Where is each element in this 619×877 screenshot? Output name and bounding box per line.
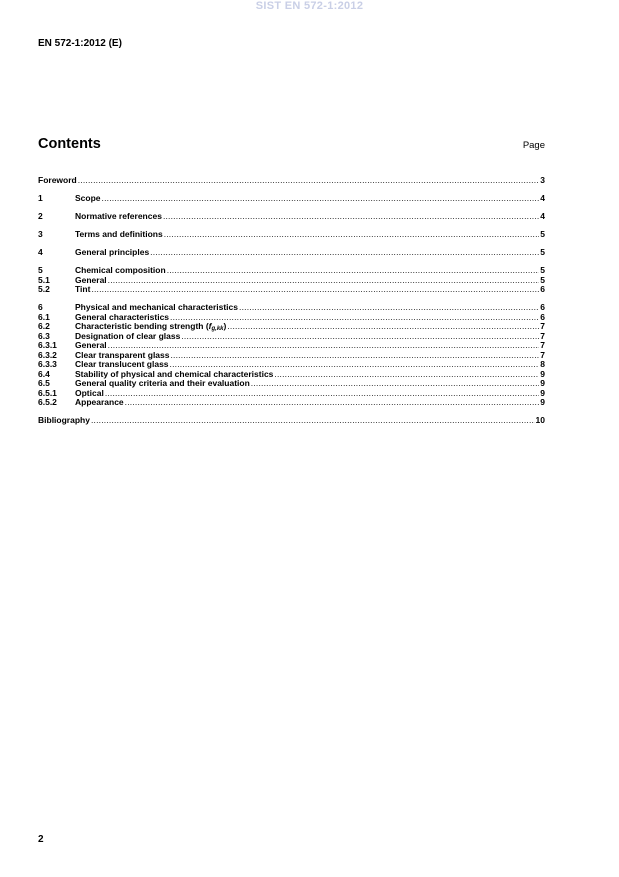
toc-page: 5 — [540, 265, 545, 275]
toc-page: 10 — [535, 415, 545, 425]
leader-dots — [102, 194, 540, 204]
toc-title: Clear transparent glass — [75, 349, 170, 360]
toc-title: Foreword — [38, 175, 77, 185]
leader-dots — [251, 379, 539, 389]
toc-number: 6 — [38, 302, 43, 312]
leader-dots — [170, 351, 539, 361]
toc-title: Bibliography — [38, 415, 90, 425]
toc-title: Tint — [75, 284, 91, 294]
toc-title: Scope — [75, 193, 101, 203]
toc-title: Terms and definitions — [75, 229, 163, 239]
toc-title: General characteristics — [75, 311, 170, 322]
leader-dots — [108, 276, 540, 286]
toc-page: 3 — [540, 175, 545, 185]
toc-entry-designation-clear-glass[interactable] — [38, 332, 545, 342]
toc-number: 6.4 — [38, 368, 50, 379]
leader-dots — [227, 322, 539, 332]
leader-dots — [163, 212, 539, 222]
table-of-contents — [38, 176, 545, 426]
leader-dots — [125, 398, 540, 408]
toc-title: Stability of physical and chemical characteristics — [75, 368, 274, 379]
toc-number: 6.3.3 — [38, 359, 57, 369]
toc-page: 5 — [540, 247, 545, 257]
symbol-f: f — [208, 321, 212, 331]
toc-title: General quality criteria and their evaluation — [75, 378, 250, 388]
leader-dots — [167, 266, 540, 276]
toc-number: 6.5.2 — [38, 397, 57, 407]
toc-number: 6.3.2 — [38, 349, 57, 360]
toc-number: 5.1 — [38, 274, 50, 285]
toc-page: 7 — [540, 340, 545, 350]
leader-dots — [91, 416, 535, 426]
toc-title: Normative references — [75, 211, 162, 221]
toc-title: Chemical composition — [75, 265, 166, 275]
toc-page: 4 — [540, 211, 545, 221]
toc-number: 1 — [38, 193, 43, 203]
page-column-label: Page — [522, 140, 545, 151]
toc-page: 6 — [540, 302, 545, 312]
toc-page: 9 — [540, 387, 545, 398]
toc-number: 6.1 — [38, 311, 50, 322]
watermark: SIST EN 572-1:2012 — [255, 0, 364, 12]
leader-dots — [91, 285, 539, 295]
toc-page: 7 — [540, 321, 545, 331]
toc-title: Optical — [75, 387, 104, 398]
toc-number: 5.2 — [38, 284, 50, 294]
leader-dots — [181, 332, 539, 342]
toc-number: 6.5.1 — [38, 387, 57, 398]
toc-entry-foreword[interactable] — [38, 176, 545, 186]
toc-title: Physical and mechanical characteristics — [75, 302, 239, 312]
toc-number: 6.2 — [38, 321, 50, 331]
leader-dots — [108, 341, 540, 351]
leader-dots — [78, 176, 540, 186]
toc-entry-normative-references[interactable] — [38, 212, 545, 222]
toc-page: 9 — [540, 368, 545, 379]
toc-number: 6.5 — [38, 378, 50, 388]
toc-number: 5 — [38, 265, 43, 275]
toc-page: 5 — [540, 274, 545, 285]
toc-number: 4 — [38, 247, 43, 257]
leader-dots — [150, 248, 539, 258]
toc-title: General principles — [75, 247, 150, 257]
toc-page: 6 — [540, 284, 545, 294]
toc-page: 9 — [540, 378, 545, 388]
toc-page: 6 — [540, 311, 545, 322]
toc-title: Appearance — [75, 397, 124, 407]
toc-page: 7 — [540, 349, 545, 360]
toc-entry-tint[interactable] — [38, 285, 545, 295]
toc-entry-chemical-composition[interactable] — [38, 266, 545, 276]
toc-page: 5 — [540, 229, 545, 239]
toc-title-text: Characteristic bending strength ( — [75, 321, 209, 331]
toc-number: 6.3.1 — [38, 340, 57, 350]
leader-dots — [239, 303, 539, 313]
page-number: 2 — [38, 834, 44, 845]
toc-page: 9 — [540, 397, 545, 407]
toc-entry-bibliography[interactable] — [38, 416, 545, 426]
toc-entry-scope[interactable] — [38, 194, 545, 204]
toc-title: General — [75, 274, 107, 285]
toc-title: Clear translucent glass — [75, 359, 169, 369]
leader-dots — [274, 370, 539, 380]
toc-entry-general-principles[interactable] — [38, 248, 545, 258]
toc-entry-appearance[interactable] — [38, 398, 545, 408]
toc-number: 6.3 — [38, 330, 50, 341]
toc-page: 4 — [540, 193, 545, 203]
toc-title: Designation of clear glass — [75, 330, 181, 341]
toc-page: 8 — [540, 359, 545, 369]
toc-number: 2 — [38, 211, 43, 221]
toc-entry-quality-criteria[interactable] — [38, 379, 545, 389]
leader-dots — [105, 389, 539, 399]
symbol-subscript: g,kk — [211, 326, 224, 332]
toc-page: 7 — [540, 330, 545, 341]
toc-entry-general[interactable] — [38, 276, 545, 286]
toc-number: 3 — [38, 229, 43, 239]
toc-entry-terms-and-definitions[interactable] — [38, 230, 545, 240]
toc-title: General — [75, 340, 107, 350]
document-id: EN 572-1:2012 (E) — [38, 38, 122, 49]
contents-heading: Contents — [38, 136, 101, 152]
leader-dots — [164, 230, 540, 240]
toc-title-close: ) — [223, 321, 227, 331]
